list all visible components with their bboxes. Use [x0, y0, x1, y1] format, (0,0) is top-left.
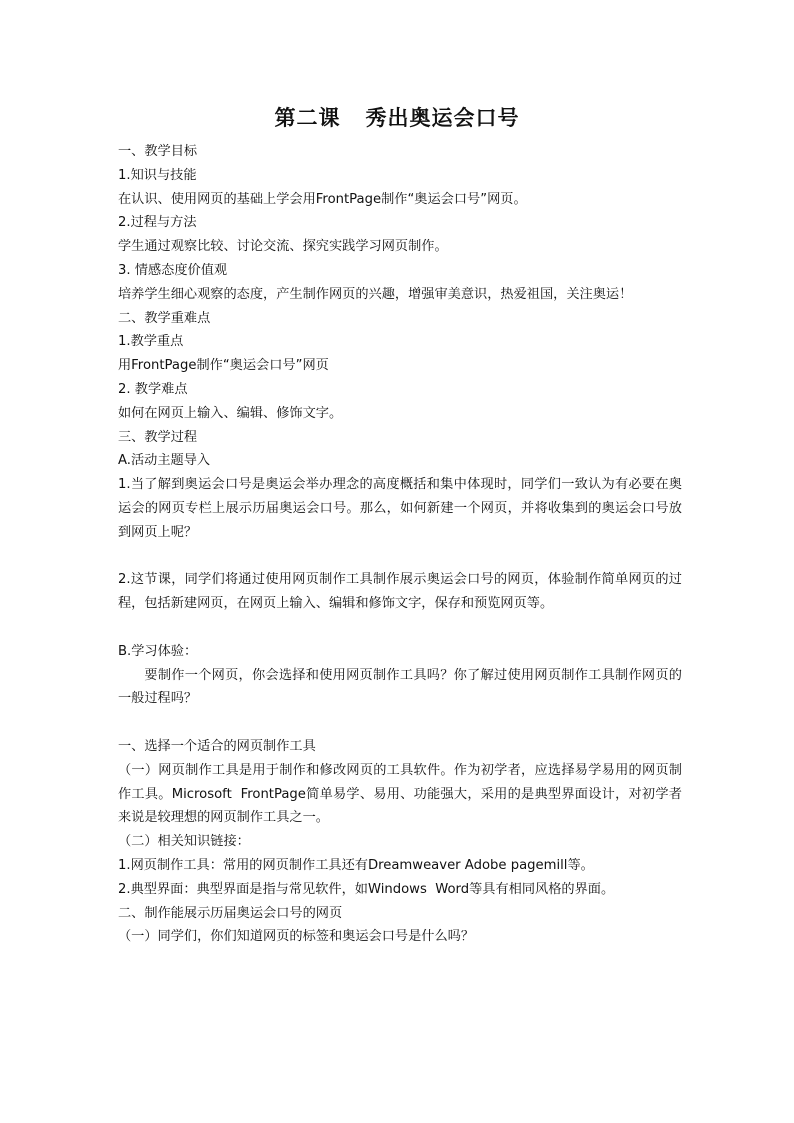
- blank-line: [118, 616, 682, 640]
- paragraph-tools-list: 1.网页制作工具：常用的网页制作工具还有Dreamweaver Adobe pagemill等。: [118, 857, 594, 873]
- paragraph-intro-2: 2.这节课，同学们将通过使用网页制作工具制作展示奥运会口号的网页，体验制作简单网页的过程，包括新建网页，在网页上输入、编辑和修饰文字，保存和预览网页等。: [118, 572, 682, 612]
- paragraph-intro-1: 1.当了解到奥运会口号是奥运会举办理念的高度概括和集中体现时，同学们一致认为有必要在奥运会的网页专栏上展示历届奥运会口号。那么，如何新建一个网页，并将收集到的奥运会口号放到网页上呢？: [118, 477, 682, 540]
- document-title: 第二课 秀出奥运会口号: [274, 105, 520, 130]
- subheading-difficult-points: 2. 教学难点: [118, 381, 188, 397]
- subheading-process-method: 2.过程与方法: [118, 215, 197, 231]
- blank-line: [118, 545, 682, 569]
- subheading-activity-intro: A.活动主题导入: [118, 453, 211, 469]
- paragraph-difficult-points: 如何在网页上输入、编辑、修饰文字。: [118, 405, 343, 421]
- subheading-knowledge-skills: 1.知识与技能: [118, 167, 197, 183]
- subheading-emotion-values: 3. 情感态度价值观: [118, 262, 228, 278]
- paragraph-tool-description: （一）网页制作工具是用于制作和修改网页的工具软件。作为初学者，应选择易学易用的网页制作工具。Microsoft FrontPage简单易学、易用、功能强大，采用的是典型界面设计，对初学者来说是较理想的网页制作工具之一。: [118, 762, 682, 826]
- heading-teaching-goals: 一、教学目标: [118, 144, 198, 159]
- paragraph-typical-interface: 2.典型界面：典型界面是指与常见软件，如Windows Word等具有相同风格的界面。: [118, 881, 615, 897]
- paragraph-knowledge-skills: 在认识、使用网页的基础上学会用FrontPage制作“奥运会口号”网页。: [118, 191, 527, 207]
- subheading-key-points: 1.教学重点: [118, 334, 184, 350]
- heading-make-webpage: 二、制作能展示历届奥运会口号的网页: [118, 905, 343, 921]
- paragraph-key-points: 用FrontPage制作“奥运会口号”网页: [118, 358, 329, 374]
- paragraph-learning-experience: 要制作一个网页，你会选择和使用网页制作工具吗？你了解过使用网页制作工具制作网页的一般过程吗？: [118, 667, 682, 707]
- paragraph-question: （一）同学们，你们知道网页的标签和奥运会口号是什么吗？: [118, 929, 475, 945]
- heading-teaching-process: 三、教学过程: [118, 429, 198, 445]
- heading-key-difficult-points: 二、教学重难点: [118, 310, 211, 326]
- paragraph-emotion-values: 培养学生细心观察的态度，产生制作网页的兴趣，增强审美意识，热爱祖国，关注奥运！: [118, 286, 633, 302]
- blank-line: [118, 711, 682, 735]
- paragraph-process-method: 学生通过观察比较、讨论交流、探究实践学习网页制作。: [118, 239, 448, 255]
- subheading-learning-experience: B.学习体验：: [118, 643, 198, 659]
- document-body: [118, 140, 682, 949]
- heading-choose-tool: 一、选择一个适合的网页制作工具: [118, 738, 316, 754]
- subheading-related-knowledge: （二）相关知识链接：: [118, 834, 250, 850]
